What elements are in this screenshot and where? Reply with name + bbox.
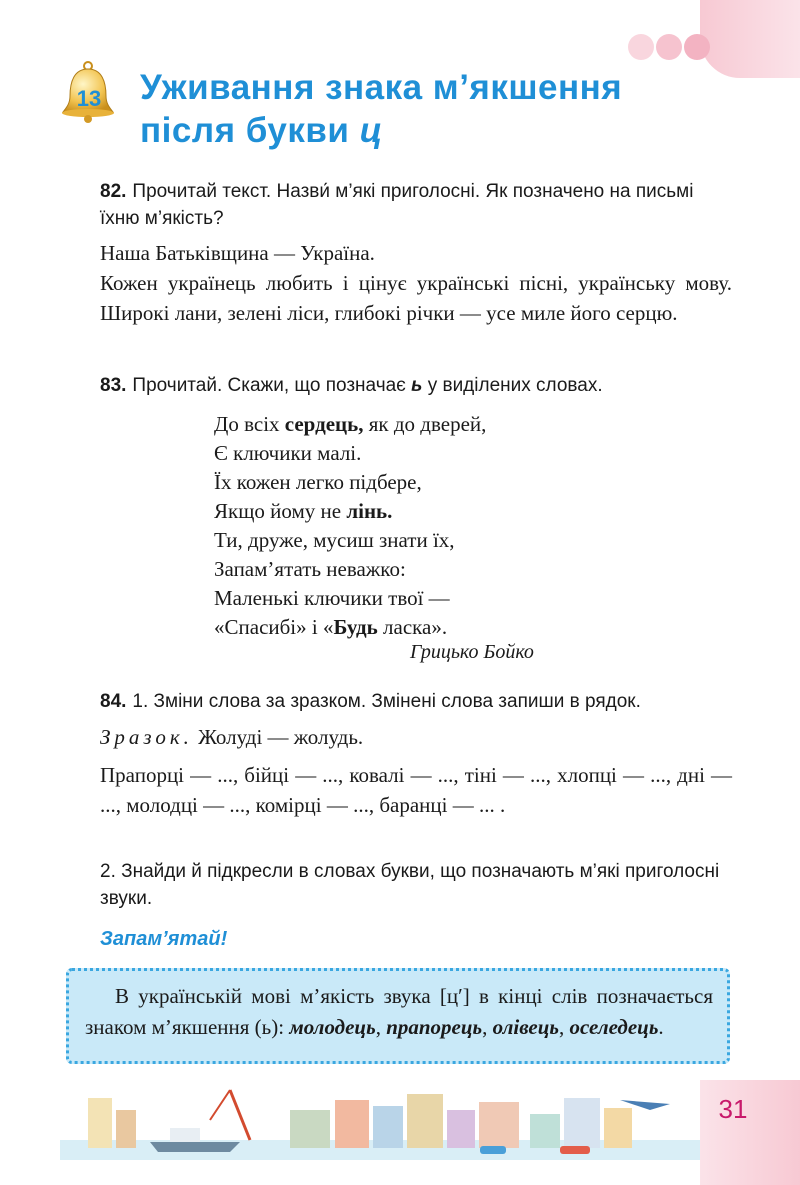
- exercise-82-instruction: 82. Прочитай текст. Назви́ м’які приголосні. Як позначено на письмі їхню м’якість?: [100, 181, 694, 229]
- poem-line: Ти, друже, мусиш знати їх,: [214, 528, 455, 552]
- poem-line: «Спасибі» і «Будь ласка».: [214, 615, 448, 639]
- poem-author: Грицько Бойко: [410, 641, 534, 663]
- exercise-84-instruction: 84. 1. Зміни слова за зразком. Змінені слова запиши в рядок.: [100, 691, 641, 712]
- exercise-84-task-2: 2. Знайди й підкресли в словах букви, що позначають м’які приголосні звуки.: [100, 861, 720, 909]
- exercise-84-words: Прапорці — ..., бійці — ..., ковалі — ..., тіні — ..., хлопці — ..., дні — ..., молодці — ..., комірці — ..., баранці — ... .: [100, 763, 732, 817]
- poem-line: Маленькі ключики твої —: [214, 586, 450, 610]
- exercise-82-heading: Наша Батьківщина — Україна.: [100, 241, 375, 265]
- exercise-83-number: 83.: [100, 375, 127, 396]
- exercise-84-sample: Зразок. Жолуді — жолудь.: [100, 725, 364, 749]
- city-illustration: [60, 1080, 700, 1160]
- poem: [214, 410, 614, 642]
- poem-line: До всіх сердець, як до дверей,: [214, 412, 487, 436]
- exercise-83-instruction: 83. Прочитай. Скажи, що позначає ь у виділених словах.: [100, 375, 603, 396]
- remember-label: Запам’ятай!: [100, 928, 228, 950]
- title-letter: ц: [359, 111, 383, 150]
- poem-line: Запам’ятать неважко:: [214, 557, 406, 581]
- title-line-1: Уживання знака м’якшення: [140, 68, 623, 107]
- exercise-84-number: 84.: [100, 691, 127, 712]
- page-title: [140, 66, 760, 152]
- header-dots: [628, 30, 800, 64]
- page-number: 31: [718, 1094, 748, 1124]
- poem-line: Їх кожен легко підбере,: [214, 470, 422, 494]
- rule-box: В українській мові м’якість звука [ц′] в кінці слів позначається знаком м’якшення (ь): молодець, прапорець, олівець, оселедець.: [66, 968, 730, 1064]
- exercise-82-text: [100, 238, 732, 328]
- poem-line: Якщо йому не лінь.: [214, 499, 393, 523]
- exercise-82-body: Кожен українець любить і цінує українські пісні, українську мову. Широкі лани, зелені ліси, глибокі річки — усе миле його серцю.: [100, 271, 732, 325]
- lesson-number: 13: [76, 86, 102, 111]
- sample-label: Зразок.: [100, 725, 193, 749]
- title-line-2: після букви ц: [140, 111, 383, 150]
- exercise-82-number: 82.: [100, 181, 127, 202]
- rule-text: В українській мові м’якість звука [ц′] в кінці слів позначається знаком м’якшення (ь):: [85, 984, 713, 1039]
- poem-line: Є ключики малі.: [214, 441, 362, 465]
